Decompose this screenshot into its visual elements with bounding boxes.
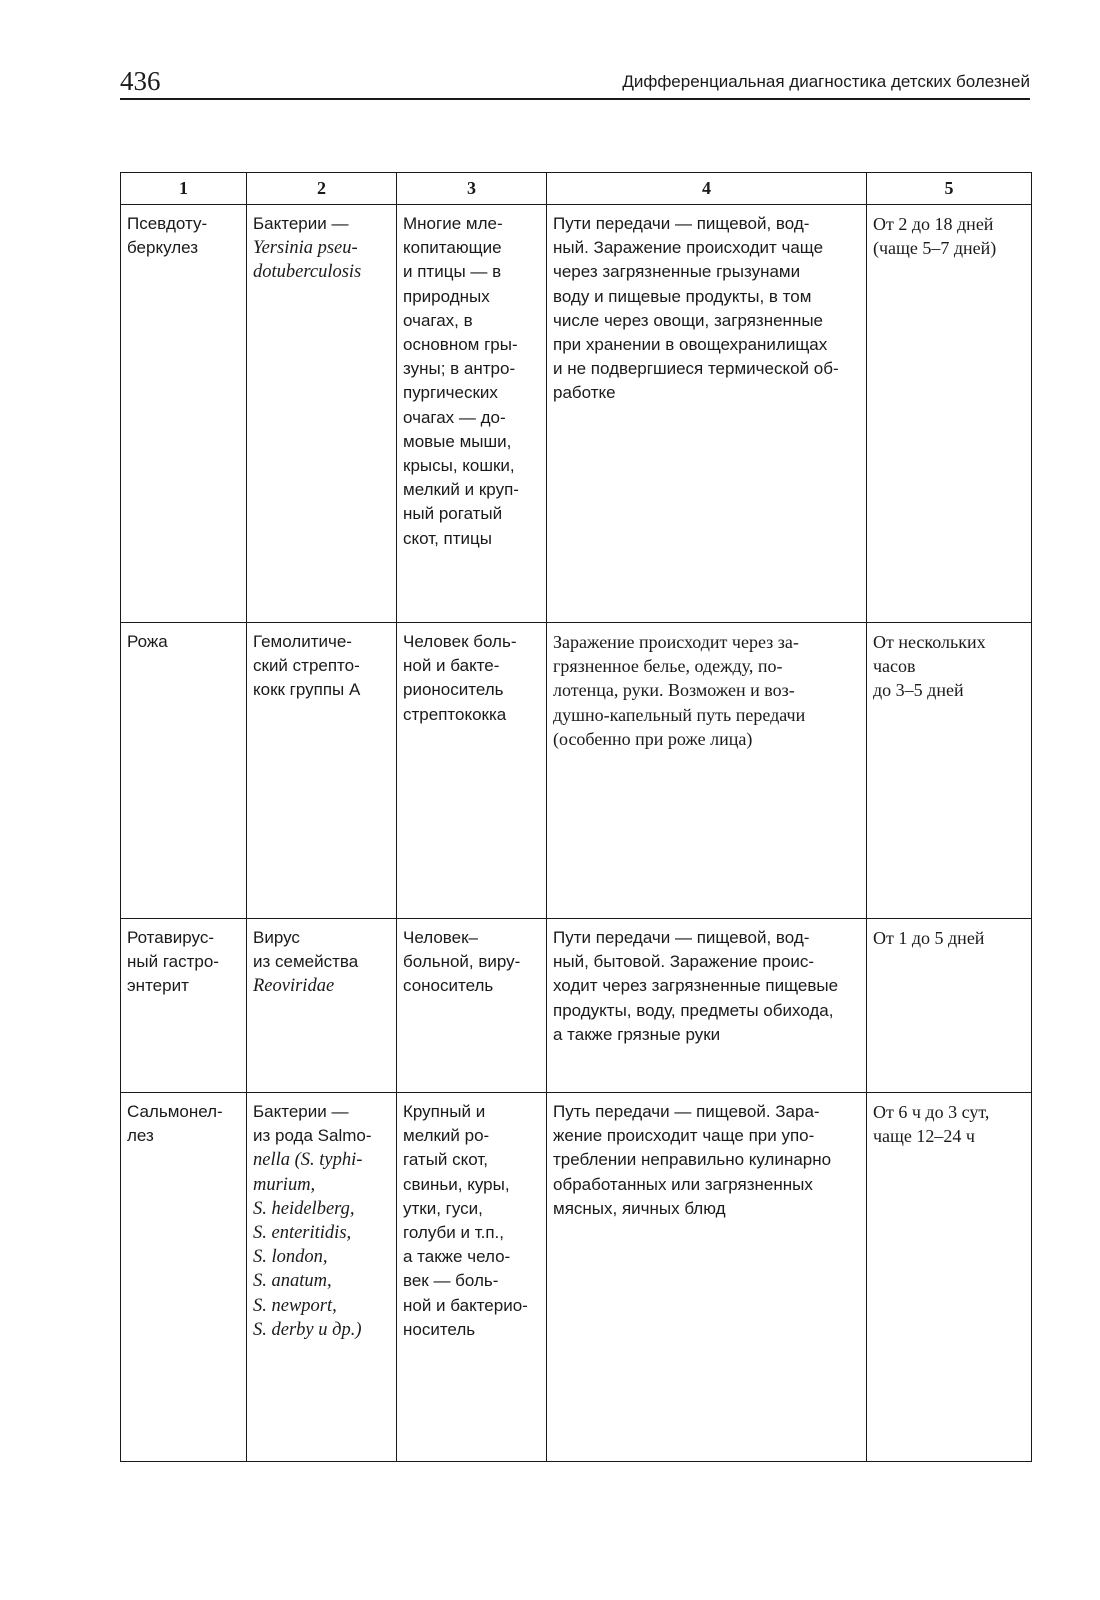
cell-line: Пути передачи — пищевой, вод- bbox=[553, 928, 810, 947]
transmission-cell bbox=[547, 205, 867, 623]
cell-line: копитающие bbox=[403, 238, 502, 258]
column-header-5: 5 bbox=[867, 173, 1032, 205]
cell-line: больной, виру- bbox=[403, 952, 521, 972]
cell-line: очагах, в bbox=[403, 310, 473, 330]
cell-line: От 2 до 18 дней bbox=[873, 214, 994, 234]
transmission-cell bbox=[547, 919, 867, 1093]
pathogen-cell bbox=[247, 205, 397, 623]
cell-line: основном гры- bbox=[403, 335, 518, 355]
cell-line: Крупный и bbox=[403, 1102, 486, 1121]
column-header-4: 4 bbox=[547, 173, 867, 205]
incubation-cell bbox=[867, 1093, 1032, 1462]
cell-line: Псевдоту- bbox=[127, 214, 208, 233]
disease-cell bbox=[121, 919, 247, 1093]
cell-line: жение происходит чаще при упо- bbox=[553, 1126, 815, 1146]
column-header-3: 3 bbox=[397, 173, 547, 205]
cell-line: ный. Заражение происходит чаще bbox=[553, 238, 824, 258]
cell-line: ной и бактерио- bbox=[403, 1295, 528, 1315]
column-header-2: 2 bbox=[247, 173, 397, 205]
incubation-cell bbox=[867, 205, 1032, 623]
column-header-1: 1 bbox=[121, 173, 247, 205]
cell-line: крысы, кошки, bbox=[403, 456, 515, 476]
transmission-cell bbox=[547, 623, 867, 919]
cell-line: беркулез bbox=[127, 238, 199, 258]
cell-line: скот, птицы bbox=[403, 528, 493, 548]
disease-cell bbox=[121, 205, 247, 623]
cell-line: Рожа bbox=[127, 632, 168, 651]
cell-line: Бактерии — bbox=[253, 214, 349, 233]
cell-line: грязненное белье, одежду, по- bbox=[553, 656, 783, 677]
cell-line: числе через овощи, загрязненные bbox=[553, 310, 823, 330]
cell-line: и не подвергшиеся термической об- bbox=[553, 359, 839, 379]
incubation-cell bbox=[867, 623, 1032, 919]
cell-line: S. anatum, bbox=[253, 1271, 332, 1292]
cell-line: S. enteritidis, bbox=[253, 1223, 352, 1244]
disease-cell bbox=[121, 623, 247, 919]
cell-line: голуби и т.п., bbox=[403, 1223, 504, 1243]
cell-line: а также чело- bbox=[403, 1247, 511, 1267]
cell-line: носитель bbox=[403, 1319, 476, 1339]
cell-line: ный гастро- bbox=[127, 952, 219, 972]
source-cell bbox=[397, 205, 547, 623]
cell-line: кокк группы А bbox=[253, 680, 361, 700]
cell-line: Бактерии — bbox=[253, 1102, 349, 1121]
cell-line: Заражение происходит через за- bbox=[553, 632, 799, 652]
pathogen-cell bbox=[247, 623, 397, 919]
cell-line: Путь передачи — пищевой. Зара- bbox=[553, 1102, 820, 1121]
cell-line: Yersinia pseu- bbox=[253, 238, 358, 259]
cell-line: S. derby и др.) bbox=[253, 1319, 362, 1340]
table-row bbox=[121, 205, 1032, 623]
cell-line: лотенца, руки. Возможен и воз- bbox=[553, 680, 795, 701]
cell-line: работке bbox=[553, 383, 616, 403]
cell-line: и птицы — в bbox=[403, 262, 502, 282]
cell-line: S. london, bbox=[253, 1247, 328, 1268]
cell-line: гатый скот, bbox=[403, 1150, 488, 1170]
cell-line: обработанных или загрязненных bbox=[553, 1174, 813, 1194]
cell-line: (особенно при роже лица) bbox=[553, 728, 753, 749]
cell-line: мовые мыши, bbox=[403, 431, 512, 451]
cell-line: Сальмонел- bbox=[127, 1102, 223, 1121]
cell-line: воду и пищевые продукты, в том bbox=[553, 286, 812, 306]
cell-line: мясных, яичных блюд bbox=[553, 1198, 726, 1218]
cell-line: при хранении в овощехранилищах bbox=[553, 335, 828, 355]
cell-line: из рода Salmo- bbox=[253, 1126, 372, 1146]
cell-line: ский стрепто- bbox=[253, 656, 360, 676]
cell-line: энтерит bbox=[127, 976, 189, 996]
cell-line: рионоситель bbox=[403, 680, 504, 700]
cell-line: Ротавирус- bbox=[127, 928, 214, 947]
cell-line: продукты, воду, предметы обихода, bbox=[553, 1000, 834, 1020]
cell-line: (чаще 5–7 дней) bbox=[873, 238, 997, 259]
cell-line: душно-капельный путь передачи bbox=[553, 704, 806, 725]
cell-line: Вирус bbox=[253, 928, 300, 947]
header-rule bbox=[120, 98, 1030, 100]
cell-line: От 1 до 5 дней bbox=[873, 928, 985, 948]
incubation-cell bbox=[867, 919, 1032, 1093]
cell-line: murium, bbox=[253, 1174, 316, 1195]
cell-line: мелкий и круп- bbox=[403, 480, 519, 500]
pathogen-cell bbox=[247, 919, 397, 1093]
cell-line: dotuberculosis bbox=[253, 262, 362, 283]
cell-line: очагах — до- bbox=[403, 407, 506, 427]
transmission-cell bbox=[547, 1093, 867, 1462]
cell-line: век — боль- bbox=[403, 1271, 499, 1291]
cell-line: зуны; в антро- bbox=[403, 359, 516, 379]
cell-line: Человек– bbox=[403, 928, 478, 947]
source-cell bbox=[397, 623, 547, 919]
cell-line: из семейства bbox=[253, 952, 359, 972]
cell-line: S. newport, bbox=[253, 1295, 337, 1316]
cell-line: до 3–5 дней bbox=[873, 680, 964, 701]
cell-line: утки, гуси, bbox=[403, 1198, 483, 1218]
source-cell bbox=[397, 1093, 547, 1462]
cell-line: свиньи, куры, bbox=[403, 1174, 510, 1194]
cell-line: Многие мле- bbox=[403, 214, 503, 233]
epidemiology-table bbox=[120, 172, 1032, 1462]
disease-cell bbox=[121, 1093, 247, 1462]
cell-line: От 6 ч до 3 сут, bbox=[873, 1102, 990, 1122]
cell-line: ный, бытовой. Заражение проис- bbox=[553, 952, 815, 972]
cell-line: S. heidelberg, bbox=[253, 1198, 355, 1219]
cell-line: Reoviridae bbox=[253, 976, 335, 997]
source-cell bbox=[397, 919, 547, 1093]
cell-line: Человек боль- bbox=[403, 632, 517, 651]
cell-line: часов bbox=[873, 656, 916, 677]
cell-line: Пути передачи — пищевой, вод- bbox=[553, 214, 810, 233]
cell-line: Гемолитиче- bbox=[253, 632, 352, 651]
cell-line: треблении неправильно кулинарно bbox=[553, 1150, 832, 1170]
cell-line: nella (S. typhi- bbox=[253, 1150, 363, 1171]
cell-line: а также грязные руки bbox=[553, 1024, 721, 1044]
cell-line: лез bbox=[127, 1126, 154, 1146]
table-row bbox=[121, 1093, 1032, 1462]
cell-line: пургических bbox=[403, 383, 498, 403]
running-title: Дифференциальная диагностика детских болезней bbox=[622, 72, 1030, 91]
table-row bbox=[121, 919, 1032, 1093]
pathogen-cell bbox=[247, 1093, 397, 1462]
page-number: 436 bbox=[120, 66, 161, 96]
cell-line: ной и бакте- bbox=[403, 656, 500, 676]
cell-line: стрептококка bbox=[403, 704, 507, 724]
table-header-row bbox=[121, 173, 1032, 205]
cell-line: От нескольких bbox=[873, 632, 986, 652]
cell-line: ный рогатый bbox=[403, 504, 503, 524]
cell-line: через загрязненные грызунами bbox=[553, 262, 801, 282]
table-row bbox=[121, 623, 1032, 919]
cell-line: соноситель bbox=[403, 976, 494, 996]
cell-line: мелкий ро- bbox=[403, 1126, 490, 1146]
cell-line: природных bbox=[403, 286, 490, 306]
cell-line: чаще 12–24 ч bbox=[873, 1126, 975, 1147]
cell-line: ходит через загрязненные пищевые bbox=[553, 976, 839, 996]
